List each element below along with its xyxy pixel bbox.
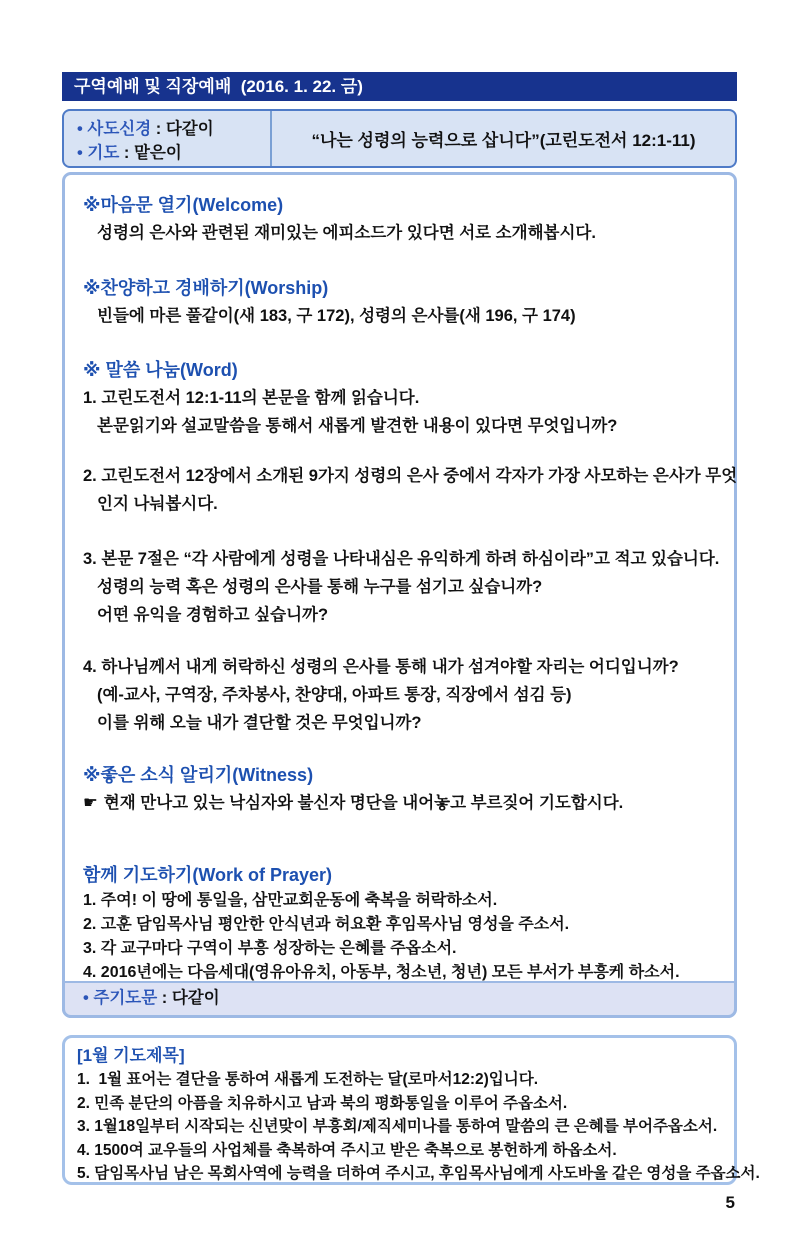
word-q3-line1: 3. 본문 7절은 “각 사람에게 성령을 나타내심은 유익하게 하려 하심이라”고 적고 있습니다.	[83, 550, 720, 568]
prayer-line-3: 3. 각 교구마다 구역이 부흥 성장하는 은혜를 주옵소서.	[83, 940, 457, 957]
role-value: 맡은이	[133, 144, 182, 162]
section-welcome-heading: ※마음문 열기(Welcome)	[83, 195, 284, 215]
role-label: 기도	[87, 144, 120, 162]
word-q2-line2: 인지 나눠봅시다.	[97, 495, 218, 513]
role-label: 사도신경	[87, 120, 152, 138]
word-q4-line1: 4. 하나님께서 내게 허락하신 성령의 은사를 통해 내가 섬겨야할 자리는 어디입니까?	[83, 658, 679, 676]
bullet-icon: •	[77, 120, 83, 138]
word-q3-line2: 성령의 능력 혹은 성령의 은사를 통해 누구를 섬기고 싶습니까?	[97, 578, 543, 596]
worship-order-box	[62, 172, 737, 1018]
lords-prayer-row	[62, 981, 737, 1018]
prayer-line-4: 4. 2016년에는 다음세대(영유아유치, 아동부, 청소년, 청년) 모든 부서가 부흥케 하소서.	[83, 964, 680, 981]
section-word-heading: ※ 말씀 나눔(Word)	[83, 360, 238, 380]
witness-line	[83, 789, 714, 817]
word-q1-line1: 1. 고린도전서 12:1-11의 본문을 함께 읽습니다.	[83, 389, 420, 407]
role-line-prayer	[77, 141, 270, 165]
section-worship-heading: ※찬양하고 경배하기(Worship)	[83, 278, 329, 298]
prayer-line-1: 1. 주여! 이 땅에 통일을, 삼만교회운동에 축복을 허락하소서.	[83, 892, 498, 909]
bullet-icon: •	[77, 144, 83, 162]
prayer-line-2: 2. 고훈 담임목사님 평안한 안식년과 허요환 후임목사님 영성을 주소서.	[83, 916, 570, 933]
page-title: 구역예배 및 직장예배 (2016. 1. 22. 금)	[62, 72, 737, 101]
topic-line-1: 1. 1월 표어는 결단을 통하여 새롭게 도전하는 달(로마서12:2)입니다.	[77, 1071, 539, 1088]
word-q4-line3: 이를 위해 오늘 내가 결단할 것은 무엇입니까?	[97, 714, 422, 732]
lords-prayer-sep: :	[157, 989, 172, 1007]
service-header-box	[62, 109, 737, 168]
role-sep: :	[119, 144, 134, 162]
word-q3-line3: 어떤 유익을 경험하고 싶습니까?	[97, 606, 329, 624]
word-q1-line2: 본문읽기와 설교말씀을 통해서 새롭게 발견한 내용이 있다면 무엇입니까?	[97, 417, 618, 435]
word-q4-line2: (예-교사, 구역장, 주차봉사, 찬양대, 아파트 통장, 직장에서 섬김 등)	[97, 686, 572, 704]
bullet-icon: •	[83, 989, 89, 1007]
topic-line-4: 4. 1500여 교우들의 사업체를 축복하여 주시고 받은 축복으로 봉헌하게 하옵소서.	[77, 1141, 617, 1159]
welcome-line: 성령의 은사와 관련된 재미있는 에피소드가 있다면 서로 소개해봅시다.	[97, 224, 596, 242]
section-prayer-heading: 함께 기도하기(Work of Prayer)	[83, 865, 333, 885]
theme-verse: “나는 성령의 능력으로 삽니다”(고린도전서 12:1-11)	[311, 131, 696, 150]
worship-line: 빈들에 마른 풀같이(새 183, 구 172), 성령의 은사를(새 196, 구 174)	[97, 307, 576, 325]
word-q2-line1: 2. 고린도전서 12장에서 소개된 9가지 성령의 은사 중에서 각자가 가장 사모하는 은사가 무엇	[83, 467, 738, 485]
worship-bulletin-page	[62, 72, 760, 1213]
page-number: 5	[725, 1193, 735, 1212]
topics-heading: [1월 기도제목]	[77, 1046, 185, 1065]
section-witness-heading: ※좋은 소식 알리기(Witness)	[83, 765, 314, 785]
role-line-creed	[77, 117, 270, 141]
topic-line-5: 5. 담임목사님 남은 목회사역에 능력을 더하여 주시고, 후임목사님에게 사도바울 같은 영성을 주옵소서.	[77, 1165, 760, 1182]
service-roles	[64, 111, 272, 166]
lords-prayer-value: 다같이	[171, 989, 220, 1007]
pointing-hand-icon: ☛	[83, 794, 98, 812]
lords-prayer-label: 주기도문	[93, 989, 158, 1007]
role-sep: :	[151, 120, 166, 138]
monthly-prayer-topics-box	[62, 1035, 760, 1185]
topic-line-3: 3. 1월18일부터 시작되는 신년맞이 부흥회/제직세미나를 통하여 말씀의 큰 은혜를 부어주옵소서.	[77, 1118, 718, 1135]
topic-line-2: 2. 민족 분단의 아픔을 치유하시고 남과 북의 평화통일을 이루어 주옵소서.	[77, 1094, 568, 1112]
witness-text: 현재 만나고 있는 낙심자와 불신자 명단을 내어놓고 부르짖어 기도합시다.	[103, 794, 624, 812]
role-value: 다같이	[165, 120, 214, 138]
